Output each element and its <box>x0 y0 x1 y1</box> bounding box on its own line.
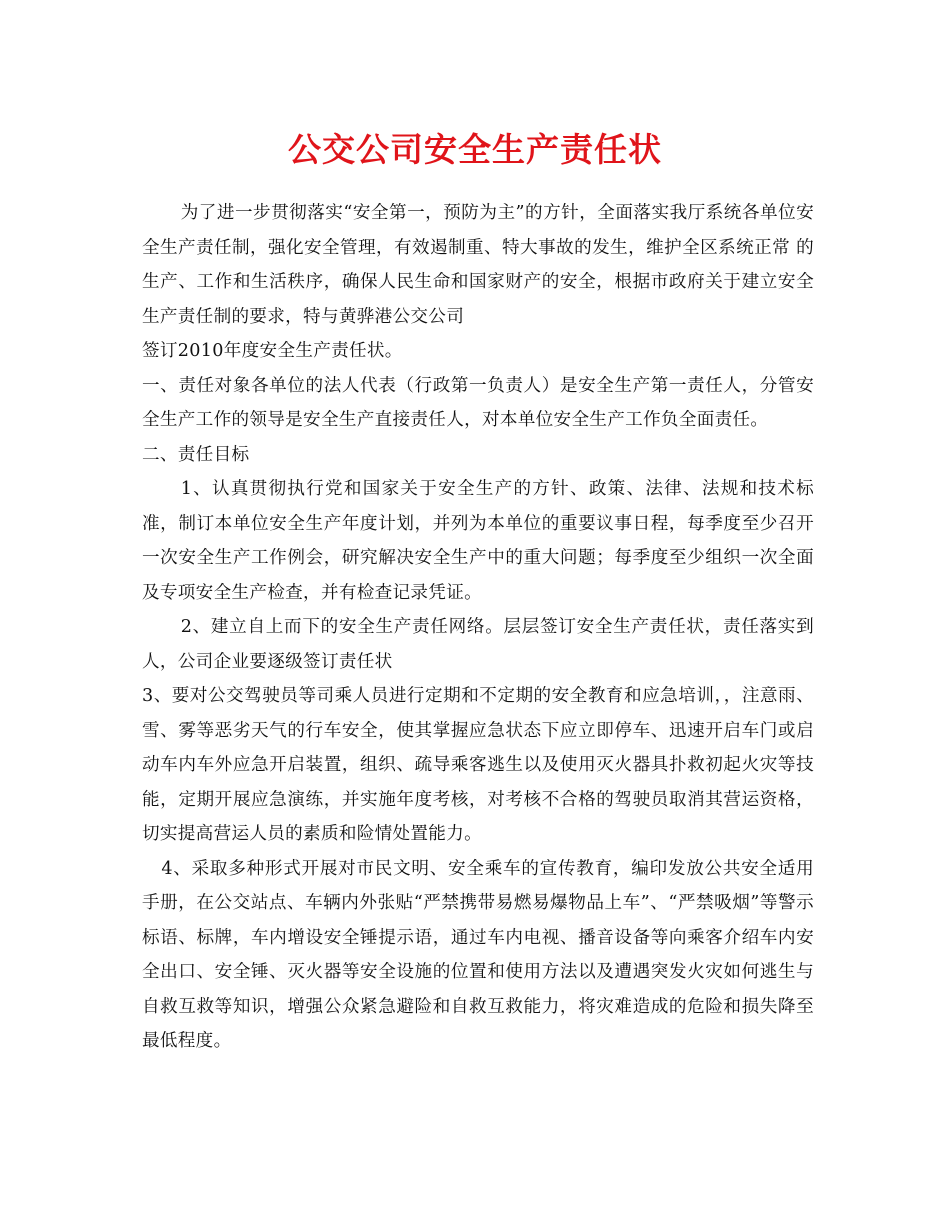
paragraph-item-4: 4、采取多种形式开展对市民文明、安全乘车的宣传教育，编印发放公共安全适用手册，在公交站点、车辆内外张贴“严禁携带易燃易爆物品上车”、“严禁吸烟”等警示标语、标牌，车内增设安全锤提示语，通过车内电视、播音设备等向乘客介绍车内安全出口、安全锤、灭火器等安全设施的位置和使用方法以及遭遇突发火灾如何逃生与自救互救等知识，增强公众紧急避险和自救互救能力，将灾难造成的危险和损失降至最低程度。 <box>142 858 814 1051</box>
document-title: 公交公司安全生产责任状 <box>288 130 662 169</box>
paragraph-item-2: 2、建立自上而下的安全生产责任网络。层层签订安全生产责任状，责任落实到人，公司企业要逐级签订责任状 <box>142 617 814 672</box>
paragraph-section-2-heading: 二、责任目标 <box>142 444 250 465</box>
paragraph-section-1: 一、责任对象各单位的法人代表（行政第一负责人）是安全生产第一责任人，分管安全生产工作的领导是安全生产直接责任人，对本单位安全生产工作负全面责任。 <box>142 375 814 430</box>
paragraph-item-1: 1、认真贯彻执行党和国家关于安全生产的方针、政策、法律、法规和技术标准，制订本单位安全生产年度计划，并列为本单位的重要议事日程，每季度至少召开一次安全生产工作例会，研究解决安全生产中的重大问题；每季度至少组织一次全面及专项安全生产检查，并有检查记录凭证。 <box>142 479 814 603</box>
paragraph-intro: 为了进一步贯彻落实“安全第一，预防为主”的方针，全面落实我厅系统各单位安全生产责任制，强化安全管理，有效遏制重、特大事故的发生，维护全区系统正常 的生产、工作和生活秩序，确保人民生命和国家财产的安全，根据市政府关于建立安全生产责任制的要求，特与黄骅港公交公司 <box>142 203 814 327</box>
document-body <box>142 196 814 1059</box>
paragraph-item-3: 3、要对公交驾驶员等司乘人员进行定期和不定期的安全教育和应急培训，，注意雨、雪、雾等恶劣天气的行车安全，使其掌握应急状态下应立即停车、迅速开启车门或启动车内车外应急开启装置，组织、疏导乘客逃生以及使用灭火器具扑救初起火灾等技能，定期开展应急演练，并实施年度考核，对考核不合格的驾驶员取消其营运资格，切实提高营运人员的素质和险情处置能力。 <box>142 686 814 844</box>
paragraph-signing: 签订2010年度安全生产责任状。 <box>142 341 403 361</box>
